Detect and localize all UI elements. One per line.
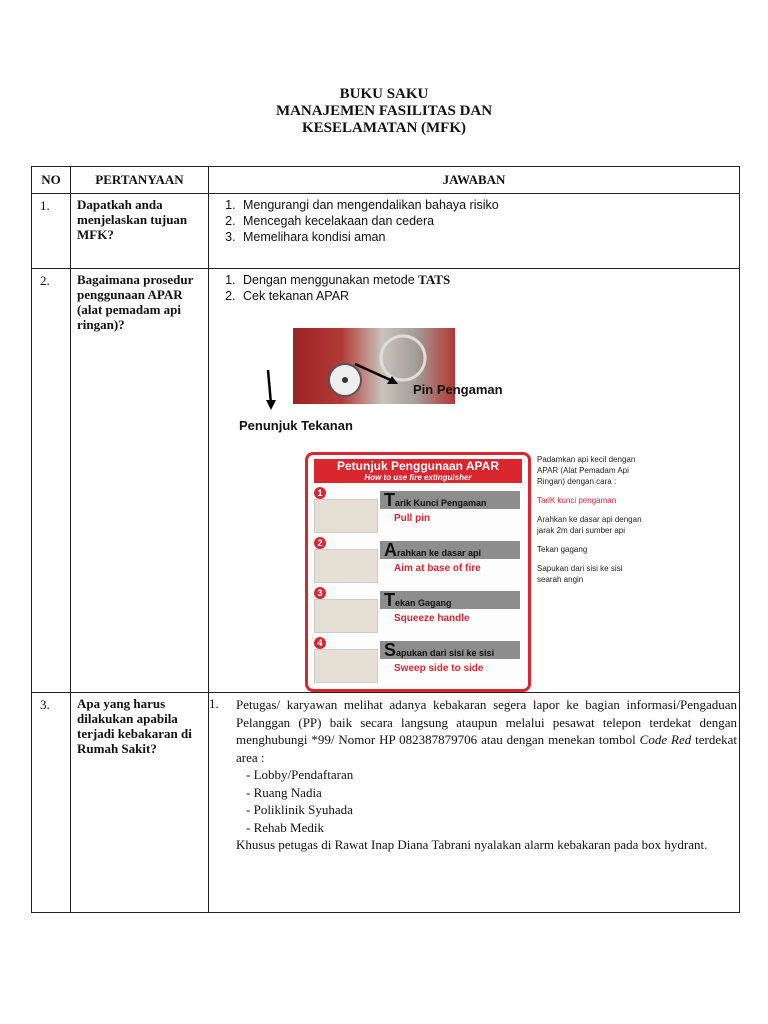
poster-header	[314, 459, 522, 483]
list-item: - Lobby/Pendaftaran	[246, 767, 354, 782]
table-row	[32, 194, 740, 269]
answer-list	[215, 272, 739, 304]
poster-step: 3 Tekan Gagang Squeeze handle	[314, 587, 522, 633]
question: Apa yang harus dilakukan apabila terjadi kebakaran di Rumah Sakit?	[71, 693, 209, 913]
squeeze-icon	[314, 599, 378, 633]
document-title	[0, 86, 768, 137]
item-number: 1.	[209, 696, 219, 711]
row-number: 1.	[32, 194, 71, 269]
header-pertanyaan: PERTANYAAN	[71, 167, 209, 194]
gauge-label: Penunjuk Tekanan	[239, 418, 353, 433]
aim-icon	[314, 549, 378, 583]
list-item: - Ruang Nadia	[246, 784, 322, 800]
table-header-row	[32, 167, 740, 194]
list-item: - Rehab Medik	[246, 819, 324, 835]
apar-poster	[305, 452, 531, 692]
header-jawaban: JAWABAN	[209, 167, 740, 194]
title-line-1: BUKU SAKU	[339, 86, 429, 102]
list-item: 1. Mengurangi dan mengendalikan bahaya risiko	[239, 197, 739, 213]
poster-step: 2 Arahkan ke dasar api Aim at base of fire	[314, 537, 522, 583]
pin-label: Pin Pengaman	[413, 382, 503, 397]
poster-title: Petunjuk Penggunaan APAR	[336, 459, 499, 473]
tats-bold: TATS	[418, 272, 451, 287]
paragraph: Khusus petugas di Rawat Inap Diana Tabrani nyalakan alarm kebakaran pada box hydrant.	[236, 837, 708, 852]
poster-step: 1 Tarik Kunci Pengaman Pull pin	[314, 487, 522, 533]
qa-table	[31, 166, 740, 913]
row-number: 3.	[32, 693, 71, 913]
list-item: 2. Cek tekanan APAR	[239, 288, 739, 304]
header-no: NO	[32, 167, 71, 194]
answer	[209, 693, 740, 913]
answer	[209, 194, 740, 269]
answer	[209, 269, 740, 693]
table-row	[32, 693, 740, 913]
answer-list	[215, 197, 739, 245]
list-item: 1. Dengan menggunakan metode TATS	[239, 272, 739, 288]
pull-pin-icon	[314, 499, 378, 533]
title-line-2: MANAJEMEN FASILITAS DAN	[275, 103, 493, 119]
title-line-3: KESELAMATAN (MFK)	[301, 120, 467, 136]
paragraph: Petugas/ karyawan melihat adanya kebakaran segera lapor ke bagian informasi/Pengaduan Pelanggan (PP) baik secara langsung ataupun melalui pesawat telepon terdekat dengan menghubungi *99/ Nomor HP 082387879706 atau dengan menekan tombol Code Red terdekat area :	[236, 697, 737, 765]
list-item: 3. Memelihara kondisi aman	[239, 229, 739, 245]
apar-illustrations	[215, 304, 739, 690]
question: Dapatkah anda menjelaskan tujuan MFK?	[71, 194, 209, 269]
poster-subtitle: How to use fire extinguisher	[364, 473, 472, 482]
poster-side-text: Padamkan api kecil dengan APAR (Alat Pemadam Api Ringan) dengan cara : TariK kunci pengaman Arahkan ke dasar api dengan jarak 2m dari sumber api Tekan gagang Sapukan dari sisi ke sisi searah angin	[537, 455, 642, 584]
row-number: 2.	[32, 269, 71, 693]
table-row	[32, 269, 740, 693]
list-item: 2. Mencegah kecelakaan dan cedera	[239, 213, 739, 229]
code-red: Code Red	[639, 732, 692, 747]
list-item: - Poliklinik Syuhada	[246, 802, 353, 817]
poster-step: 4 Sapukan dari sisi ke sisi Sweep side to side	[314, 637, 522, 683]
sweep-icon	[314, 649, 378, 683]
question: Bagaimana prosedur penggunaan APAR (alat pemadam api ringan)?	[71, 269, 209, 693]
